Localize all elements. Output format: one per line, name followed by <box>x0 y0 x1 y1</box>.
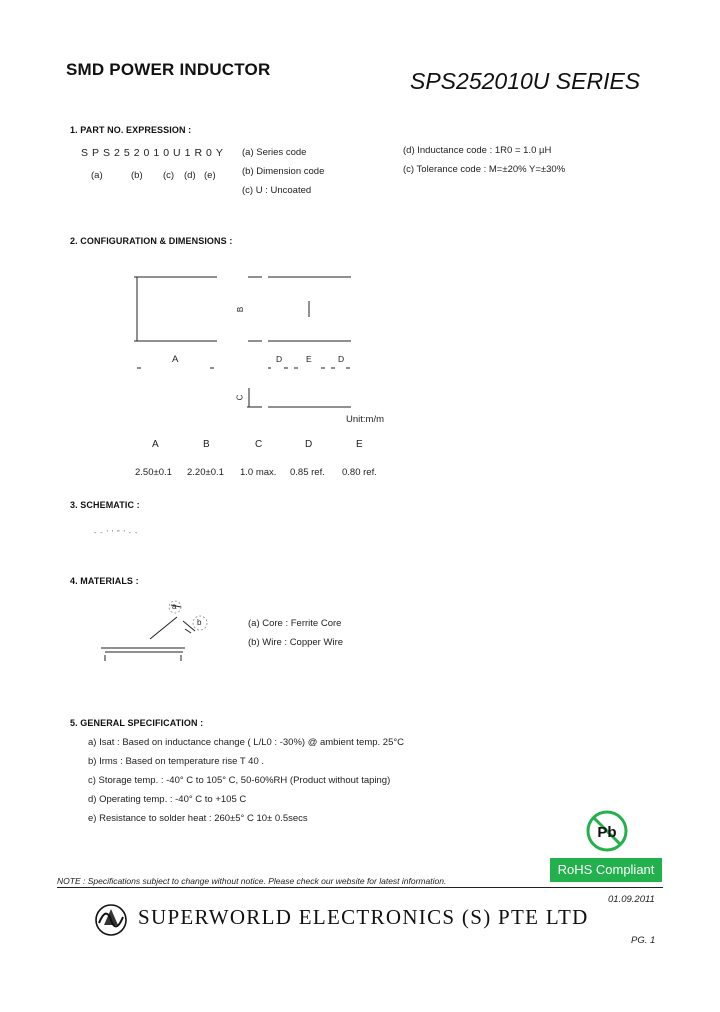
label-c: C <box>235 394 245 401</box>
spec-isat: a) Isat : Based on inductance change ( L/L0 : -30%) @ ambient temp. 25°C <box>88 737 405 748</box>
footer-note: NOTE : Specifications subject to change without notice. Please check our website for latest information. <box>57 876 447 886</box>
company-name: SUPERWORLD ELECTRONICS (S) PTE LTD <box>138 905 589 929</box>
page-number: PG. 1 <box>631 935 656 946</box>
spec-operating-temp: d) Operating temp. : -40° C to +105 C <box>88 794 247 805</box>
company-logo-icon <box>94 903 128 937</box>
part-no-heading: 1. PART NO. EXPRESSION : <box>70 125 192 135</box>
general-spec-heading: 5. GENERAL SPECIFICATION : <box>70 718 204 728</box>
schematic-heading: 3. SCHEMATIC : <box>70 500 140 510</box>
unit-label: Unit:m/m <box>346 414 384 425</box>
material-marker-a: a <box>172 602 177 611</box>
lead-free-symbol: Pb <box>597 824 617 841</box>
rohs-compliant-badge: RoHS Compliant <box>550 858 662 882</box>
material-marker-b: b <box>197 618 202 627</box>
value-a: 2.50±0.1 <box>135 467 172 478</box>
material-core: (a) Core : Ferrite Core <box>248 618 342 629</box>
marker-b: (b) <box>131 170 143 181</box>
value-e: 0.80 ref. <box>342 467 377 478</box>
tolerance-code-note: (c) Tolerance code : M=±20% Y=±30% <box>403 164 566 175</box>
footer-date: 01.09.2011 <box>608 894 655 905</box>
spec-storage-temp: c) Storage temp. : -40° C to 105° C, 50-60%RH (Product without taping) <box>88 775 391 786</box>
materials-drawing <box>95 595 215 665</box>
material-wire: (b) Wire : Copper Wire <box>248 637 344 648</box>
header-e: E <box>356 439 363 450</box>
marker-d: (d) <box>184 170 196 181</box>
label-b: B <box>236 306 246 313</box>
value-c: 1.0 max. <box>240 467 277 478</box>
part-code: SPS252010U1R0Y <box>81 147 227 159</box>
header-a: A <box>152 439 159 450</box>
dimension-code-note: (b) Dimension code <box>242 166 325 177</box>
footer-divider <box>57 887 663 888</box>
series-code-note: (a) Series code <box>242 147 307 158</box>
header-d: D <box>305 439 313 450</box>
label-d-right: D <box>338 354 345 364</box>
side-view-outline <box>248 277 351 341</box>
value-d: 0.85 ref. <box>290 467 325 478</box>
header-c: C <box>255 439 263 450</box>
label-a: A <box>172 354 179 365</box>
front-view-outline <box>134 277 217 341</box>
marker-e: (e) <box>204 170 216 181</box>
lead-free-icon <box>585 809 629 853</box>
spec-irms: b) Irms : Based on temperature rise T 40 . <box>88 756 265 767</box>
marker-a: (a) <box>91 170 103 181</box>
materials-heading: 4. MATERIALS : <box>70 576 139 586</box>
marker-c: (c) <box>163 170 175 181</box>
dimension-drawing <box>0 0 720 420</box>
series-name: SPS252010U SERIES <box>410 68 641 94</box>
value-b: 2.20±0.1 <box>187 467 224 478</box>
schematic-symbol: - - ' ′ ″ ′ - - <box>94 530 139 537</box>
header-b: B <box>203 439 210 450</box>
label-e: E <box>306 354 312 364</box>
uncoated-note: (c) U : Uncoated <box>242 185 312 196</box>
inductance-code-note: (d) Inductance code : 1R0 = 1.0 µH <box>403 145 552 156</box>
spec-solder-heat: e) Resistance to solder heat : 260±5° C 10± 0.5secs <box>88 813 308 824</box>
bottom-view-outline <box>247 388 351 407</box>
label-d-left: D <box>276 354 283 364</box>
product-title: SMD POWER INDUCTOR <box>66 60 271 79</box>
configuration-heading: 2. CONFIGURATION & DIMENSIONS : <box>70 236 233 246</box>
